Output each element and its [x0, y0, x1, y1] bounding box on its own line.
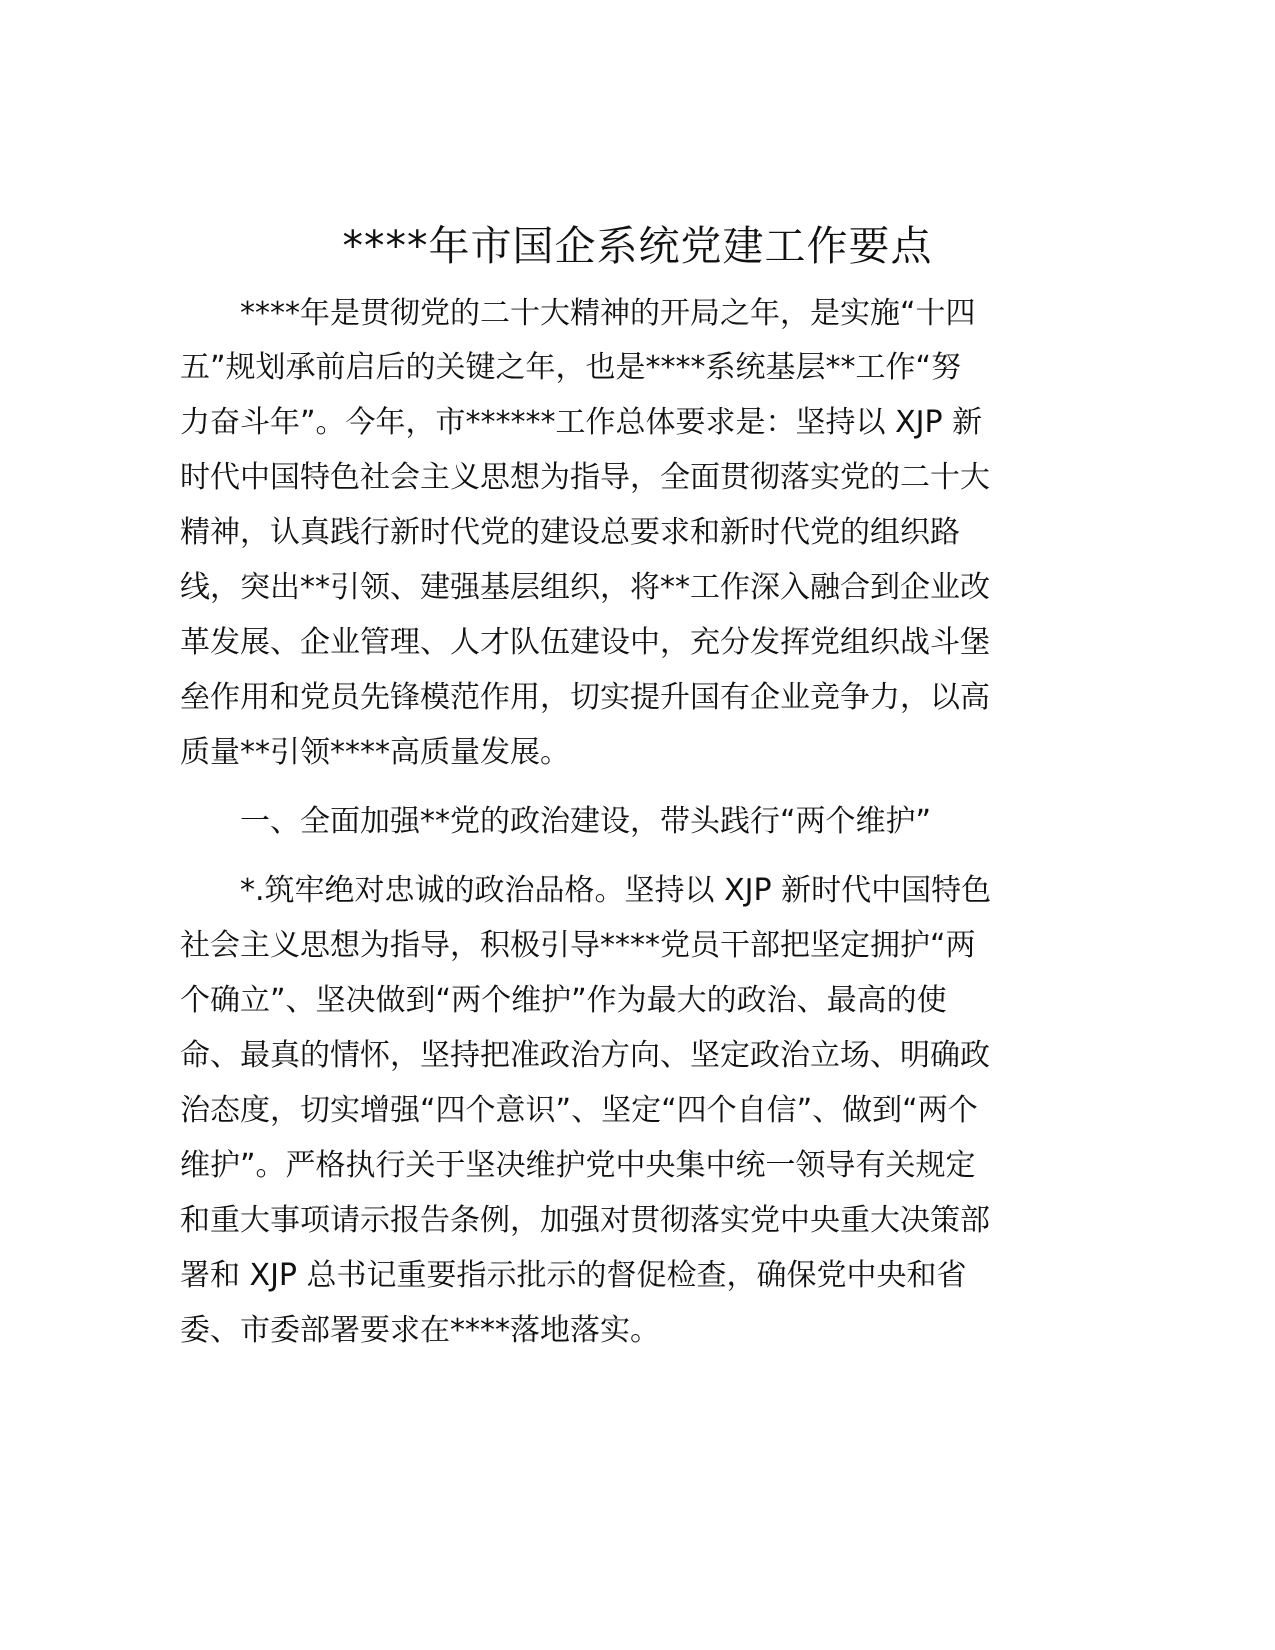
intro-line-1: ****年是贯彻党的二十大精神的开局之年，是实施“十四: [240, 296, 976, 331]
item-1-line-1: *.筑牢绝对忠诚的政治品格。坚持以 XJP 新时代中国特色: [240, 873, 992, 908]
item-1-line-4: 命、最真的情怀，坚持把准政治方向、坚定政治立场、明确政: [180, 1038, 990, 1073]
intro-line-5: 精神，认真践行新时代党的建设总要求和新时代党的组织路: [180, 515, 960, 550]
item-1-line-5: 治态度，切实增强“四个意识”、坚定“四个自信”、做到“两个: [180, 1093, 978, 1128]
intro-line-6: 线，突出**引领、建强基层组织，将**工作深入融合到企业改: [180, 570, 990, 605]
item-1-line-9: 委、市委部署要求在****落地落实。: [180, 1313, 660, 1348]
item-1-line-3: 个确立”、坚决做到“两个维护”作为最大的政治、最高的使: [180, 983, 947, 1018]
item-1-line-2: 社会主义思想为指导，积极引导****党员干部把坚定拥护“两: [180, 928, 976, 963]
section-1-heading: 一、全面加强**党的政治建设，带头践行“两个维护”: [240, 804, 932, 839]
intro-line-8: 垒作用和党员先锋模范作用，切实提升国有企业竞争力，以高: [180, 680, 990, 715]
document-title: ****年市国企系统党建工作要点: [342, 222, 933, 270]
intro-line-7: 革发展、企业管理、人才队伍建设中，充分发挥党组织战斗堡: [180, 625, 990, 660]
intro-line-2: 五”规划承前启后的关键之年，也是****系统基层**工作“努: [180, 350, 962, 385]
item-1-line-6: 维护”。严格执行关于坚决维护党中央集中统一领导有关规定: [180, 1148, 976, 1183]
intro-line-9: 质量**引领****高质量发展。: [180, 735, 570, 770]
item-1-line-8: 署和 XJP 总书记重要指示批示的督促检查，确保党中央和省: [180, 1258, 967, 1293]
item-1-line-7: 和重大事项请示报告条例，加强对贯彻落实党中央重大决策部: [180, 1203, 990, 1238]
intro-line-3: 力奋斗年”。今年，市******工作总体要求是：坚持以 XJP 新: [180, 405, 983, 440]
intro-line-4: 时代中国特色社会主义思想为指导，全面贯彻落实党的二十大: [180, 460, 990, 495]
